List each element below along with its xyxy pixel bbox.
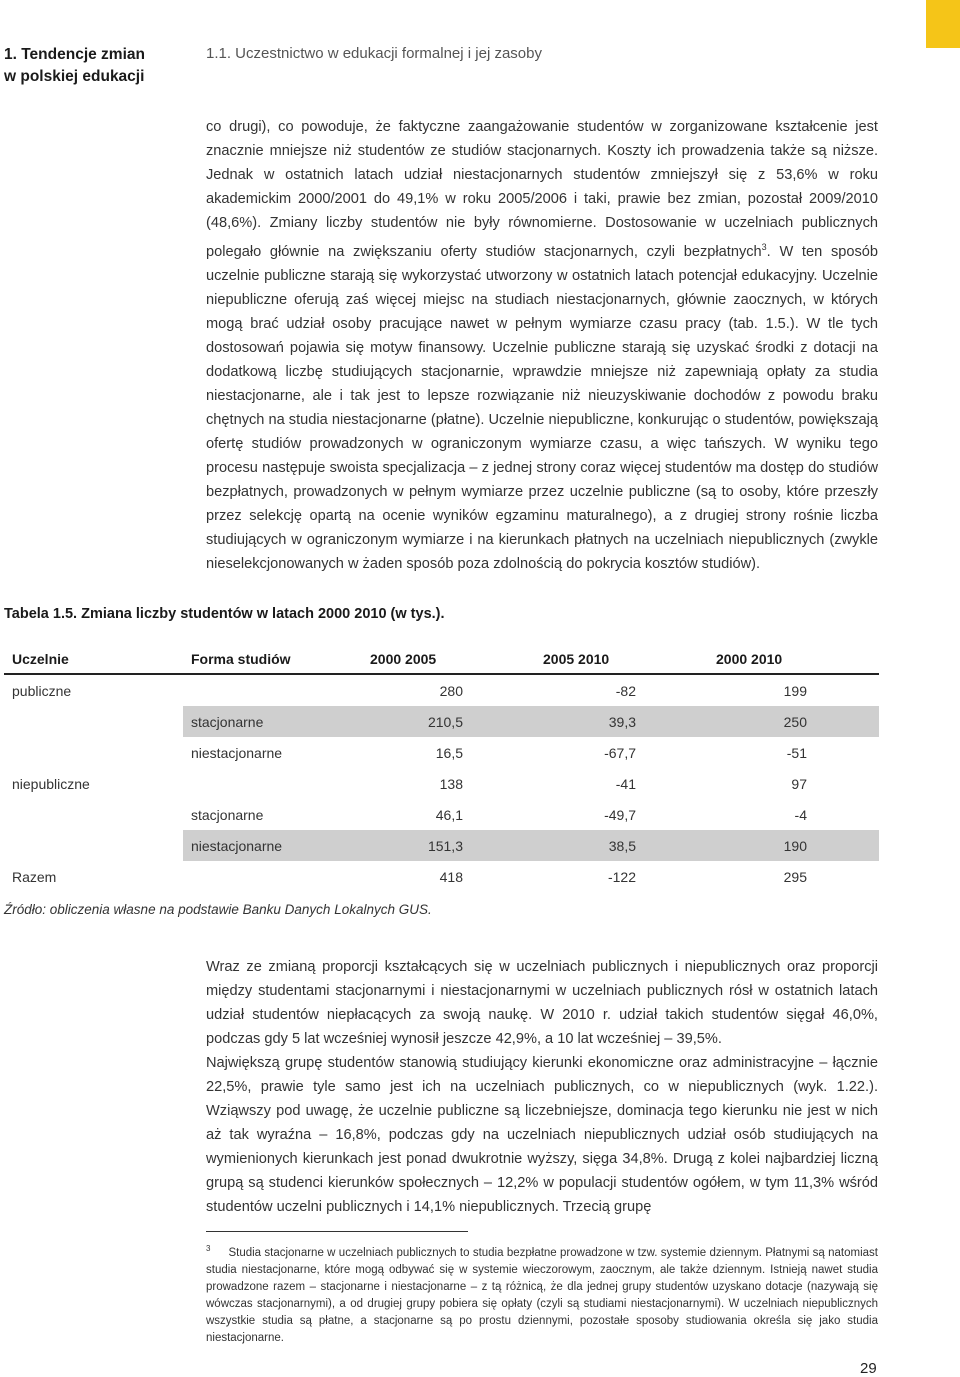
section-title: 1.1. Uczestnictwo w edukacji formalnej i jej zasoby [206, 45, 542, 62]
cell-value: -49,7 [604, 806, 636, 823]
footnote-divider [206, 1231, 468, 1232]
table-row [4, 799, 879, 830]
cell-uczelnie: Razem [12, 868, 57, 885]
chapter-title-line1: 1. Tendencje zmian [4, 46, 145, 63]
cell-value: -82 [615, 682, 636, 699]
cell-forma: stacjonarne [183, 706, 362, 737]
table-caption: Tabela 1.5. Zmiana liczby studentów w latach 2000 2010 (w tys.). [4, 606, 445, 622]
footnote-marker: 3 [206, 1244, 211, 1253]
students-table [4, 645, 879, 892]
cell-uczelnie [4, 830, 183, 861]
cell-forma: niestacjonarne [191, 744, 283, 761]
paragraph-1-part1: co drugi), co powoduje, że faktyczne zaangażowanie studentów w zorganizowane kształcenie jest znacznie mniejsze niż studentów ze studiów stacjonarnych. Koszty ich prowadzenia także są niższe. Jednak w ostatnich latach udział niestacjonarnych studentów zmniejszył się z 53,6% w roku akademickim 2000/2001 do 49,1% w roku 2005/2006 i taki, prawie bez zmian, pozostał 2009/2010 (48,6%). Zmiany liczby studentów nie były równomierne. Dostosowanie w uczelniach publicznych polegało głównie na zwiększaniu oferty studiów stacjonarnych, czyli bezpłatnych [206, 119, 878, 260]
cell-uczelnie [4, 799, 183, 830]
page-number: 29 [860, 1360, 877, 1377]
cell-value: 250 [708, 706, 879, 737]
cell-value: -51 [786, 744, 807, 761]
cell-value: -122 [607, 868, 636, 885]
paragraph-2 [206, 955, 878, 1219]
cell-value: 295 [783, 868, 807, 885]
header-2005-2010: 2005 2010 [535, 645, 708, 674]
cell-value: 16,5 [435, 744, 463, 761]
cell-forma: niestacjonarne [183, 830, 362, 861]
table-row [4, 861, 879, 892]
cell-forma [183, 674, 362, 706]
cell-value: 280 [439, 682, 463, 699]
chapter-title-line2: w polskiej edukacji [4, 68, 145, 85]
cell-value: -4 [794, 806, 807, 823]
paragraph-2-p2: Największą grupę studentów stanowią studiujący kierunki ekonomiczne oraz administracyjne – łącznie 22,5%, prawie tyle samo jest ich na uczelniach publicznych, co w niepublicznych (wyk. 1.22.). Wziąwszy pod uwagę, że uczelnie publiczne są liczebniejsze, dominacja tego kierunku nie jest w nich aż tak wyraźna – 16,8%, podczas gdy na uczelniach niepublicznych udział osób studiujących na wymienionych kierunkach jest ponad dwukrotnie wyższy, sięga 34,8%. Drugą z kolei najbardziej liczną grupą są studenci kierunków społecznych – 12,2% w populacji studentów ogółem, w tym 11,3% wśród studentów uczelni publicznych i 14,1% niepublicznych. Trzecią grupę [206, 1055, 878, 1215]
header-2000-2010: 2000 2010 [708, 645, 879, 674]
table-source: Źródło: obliczenia własne na podstawie Banku Danych Lokalnych GUS. [4, 902, 432, 917]
cell-value: 199 [783, 682, 807, 699]
cell-uczelnie: publiczne [12, 682, 72, 699]
cell-value: 97 [791, 775, 807, 792]
table-header-row [4, 645, 879, 674]
table-row [4, 830, 879, 861]
table-row [4, 737, 879, 768]
cell-forma [183, 861, 362, 892]
cell-value: -67,7 [604, 744, 636, 761]
cell-value: 38,5 [535, 830, 708, 861]
header-forma: Forma studiów [183, 645, 362, 674]
cell-value: -41 [615, 775, 636, 792]
cell-forma [183, 768, 362, 799]
cell-value: 210,5 [362, 706, 535, 737]
cell-forma: stacjonarne [191, 806, 264, 823]
cell-uczelnie [4, 706, 183, 737]
paragraph-1-part2: . W ten sposób uczelnie publiczne starają się wykorzystać utworzony w ostatnich latach potencjał edukacyjny. Uczelnie niepubliczne oferują zaś więcej miejsc na studiach niestacjonarnych, głównie zaocznych, w których mogą brać udział osoby pracujące nawet w pełnym wymiarze czasu pracy (tab. 1.5.). W tle tych dostosowań pojawia się motyw finansowy. Uczelnie publiczne starają się uzyskać środki z dotacji na dodatkową liczbę studiujących stacjonarnie, wprawdzie mniejsze niż zapewniają opłaty za studia niestacjonarne, ale i tak jest to lepsze rozwiązanie niż nieuzyskiwanie dochodów z powodu braku chętnych na studia niestacjonarne (płatne). Uczelnie niepubliczne, konkurując o studentów, powiększają ofertę studiów prowadzonych w ograniczonym wymiarze czasu, a więc tańszych. W wyniku tego procesu następuje swoista specjalizacja – z jednej strony coraz więcej studentów ma dostęp do studiów bezpłatnych, prowadzonych w pełnym wymiarze przez uczelnie publiczne (są to osoby, które przeszły przez selekcję opartą na ocenie wyników egzaminu maturalnego), a z drugiej strony rośnie liczba studiujących w ograniczonym wymiarze i na kierunkach płatnych na uczelniach niepublicznych (zwykle nieselekcjonowanych w żaden sposób poza zdolnością do pokrycia kosztów studiów). [206, 243, 878, 572]
cell-value: 190 [708, 830, 879, 861]
cell-value: 151,3 [362, 830, 535, 861]
table-row [4, 768, 879, 799]
cell-value: 138 [439, 775, 463, 792]
header-2000-2005: 2000 2005 [362, 645, 535, 674]
cell-uczelnie [4, 737, 183, 768]
chapter-title [4, 44, 164, 88]
paragraph-1 [206, 115, 878, 576]
cell-uczelnie: niepubliczne [12, 775, 90, 792]
paragraph-2-p1: Wraz ze zmianą proporcji kształcących się w uczelniach publicznych i niepublicznych oraz proporcji między studentami stacjonarnymi i niestacjonarnymi w uczelniach publicznych rósł w ostatnich latach udział studentów niepłacących za swoją naukę. W 2010 r. udział takich studentów sięgał 46,0%, podczas gdy 5 lat wcześniej wynosił jeszcze 42,9%, a 10 lat wcześniej – 39,5%. [206, 959, 878, 1047]
footnote-text: Studia stacjonarne w uczelniach publicznych to studia bezpłatne prowadzone w tzw. systemie dziennym. Płatnymi są natomiast studia niestacjonarne, które mogą odbywać się w systemie wieczorowym, zaocznym, ale także dziennym. Istnieją nawet studia prowadzone razem – stacjonarne i niestacjonarne – z tą różnicą, że dla jednej grupy studentów uzyskano dotacje (nazywają się wówczas stacjonarnymi), a od drugiej grupy pobiera się opłaty (czyli są studiami niestacjonarnymi). W uczelniach niepublicznych wszystkie studia są płatne, a stacjonarne są po prostu dziennymi, pozostałe sposoby studiowania określa się jako studia niestacjonarne. [206, 1246, 878, 1344]
cell-value: 39,3 [535, 706, 708, 737]
table-row [4, 706, 879, 737]
accent-bar [926, 0, 960, 48]
cell-value: 418 [439, 868, 463, 885]
footnote [206, 1240, 878, 1347]
table-row [4, 674, 879, 706]
cell-value: 46,1 [435, 806, 463, 823]
header-uczelnie: Uczelnie [4, 645, 183, 674]
footnote-ref[interactable]: 3 [761, 242, 767, 252]
